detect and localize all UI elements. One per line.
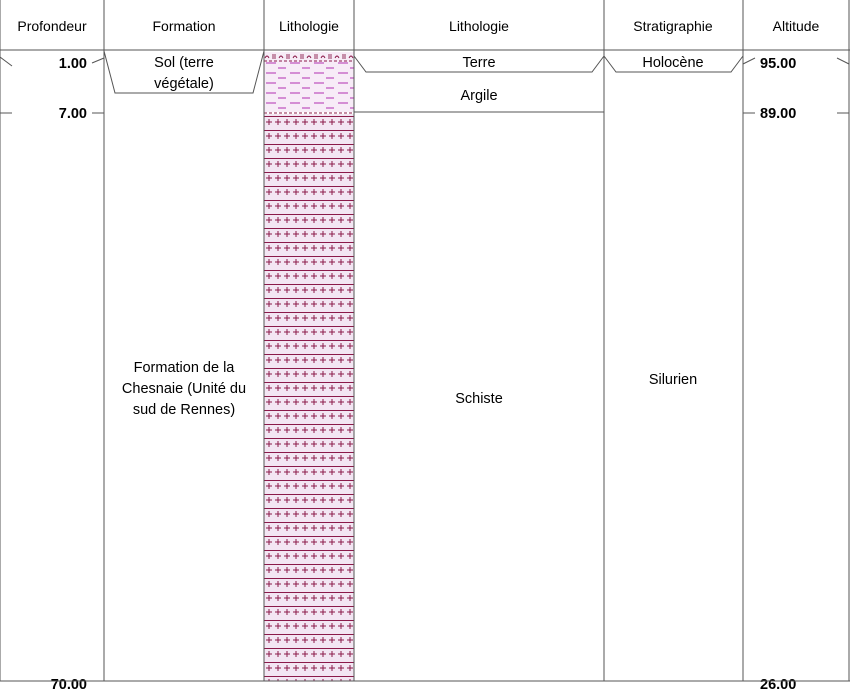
depth-label-3: 70.00: [50, 677, 87, 691]
lithology-pattern-column: [264, 52, 354, 681]
formation-soil-line2: végétale): [154, 76, 214, 92]
formation-column: [104, 51, 264, 418]
soil-pattern: [264, 52, 354, 61]
lithology-schiste: Schiste: [455, 391, 503, 407]
stratigraphy-holocene: Holocène: [642, 55, 704, 71]
header-stratigraphy: Stratigraphie: [633, 18, 713, 34]
header-lithology: Lithologie: [449, 18, 509, 34]
stratigraphy-silurien: Silurien: [648, 372, 698, 388]
depth-column: [0, 56, 104, 691]
clay-pattern: [264, 61, 354, 112]
formation-main-line2: Chesnaie (Unité du: [121, 381, 247, 397]
depth-label-1: 1.00: [58, 56, 87, 72]
lithology-argile: Argile: [460, 88, 498, 104]
stratigraphy-column: [604, 55, 743, 388]
altitude-label-3: 26.00: [760, 677, 797, 691]
depth-label-2: 7.00: [58, 106, 87, 122]
altitude-label-1: 95.00: [760, 56, 797, 72]
header-depth: Profondeur: [17, 18, 87, 34]
lithology-terre: Terre: [462, 55, 496, 71]
altitude-column: [743, 56, 849, 691]
schist-pattern: [264, 114, 354, 681]
formation-main-line1: Formation de la: [133, 360, 235, 376]
header-lithology-pattern: Lithologie: [279, 18, 339, 34]
header-row: [0, 18, 850, 50]
formation-main-line3: sud de Rennes): [132, 402, 236, 418]
altitude-label-2: 89.00: [760, 106, 797, 122]
formation-soil-line1: Sol (terre: [154, 55, 214, 71]
lithology-column: [354, 55, 604, 407]
header-formation: Formation: [152, 18, 216, 34]
header-altitude: Altitude: [772, 18, 820, 34]
